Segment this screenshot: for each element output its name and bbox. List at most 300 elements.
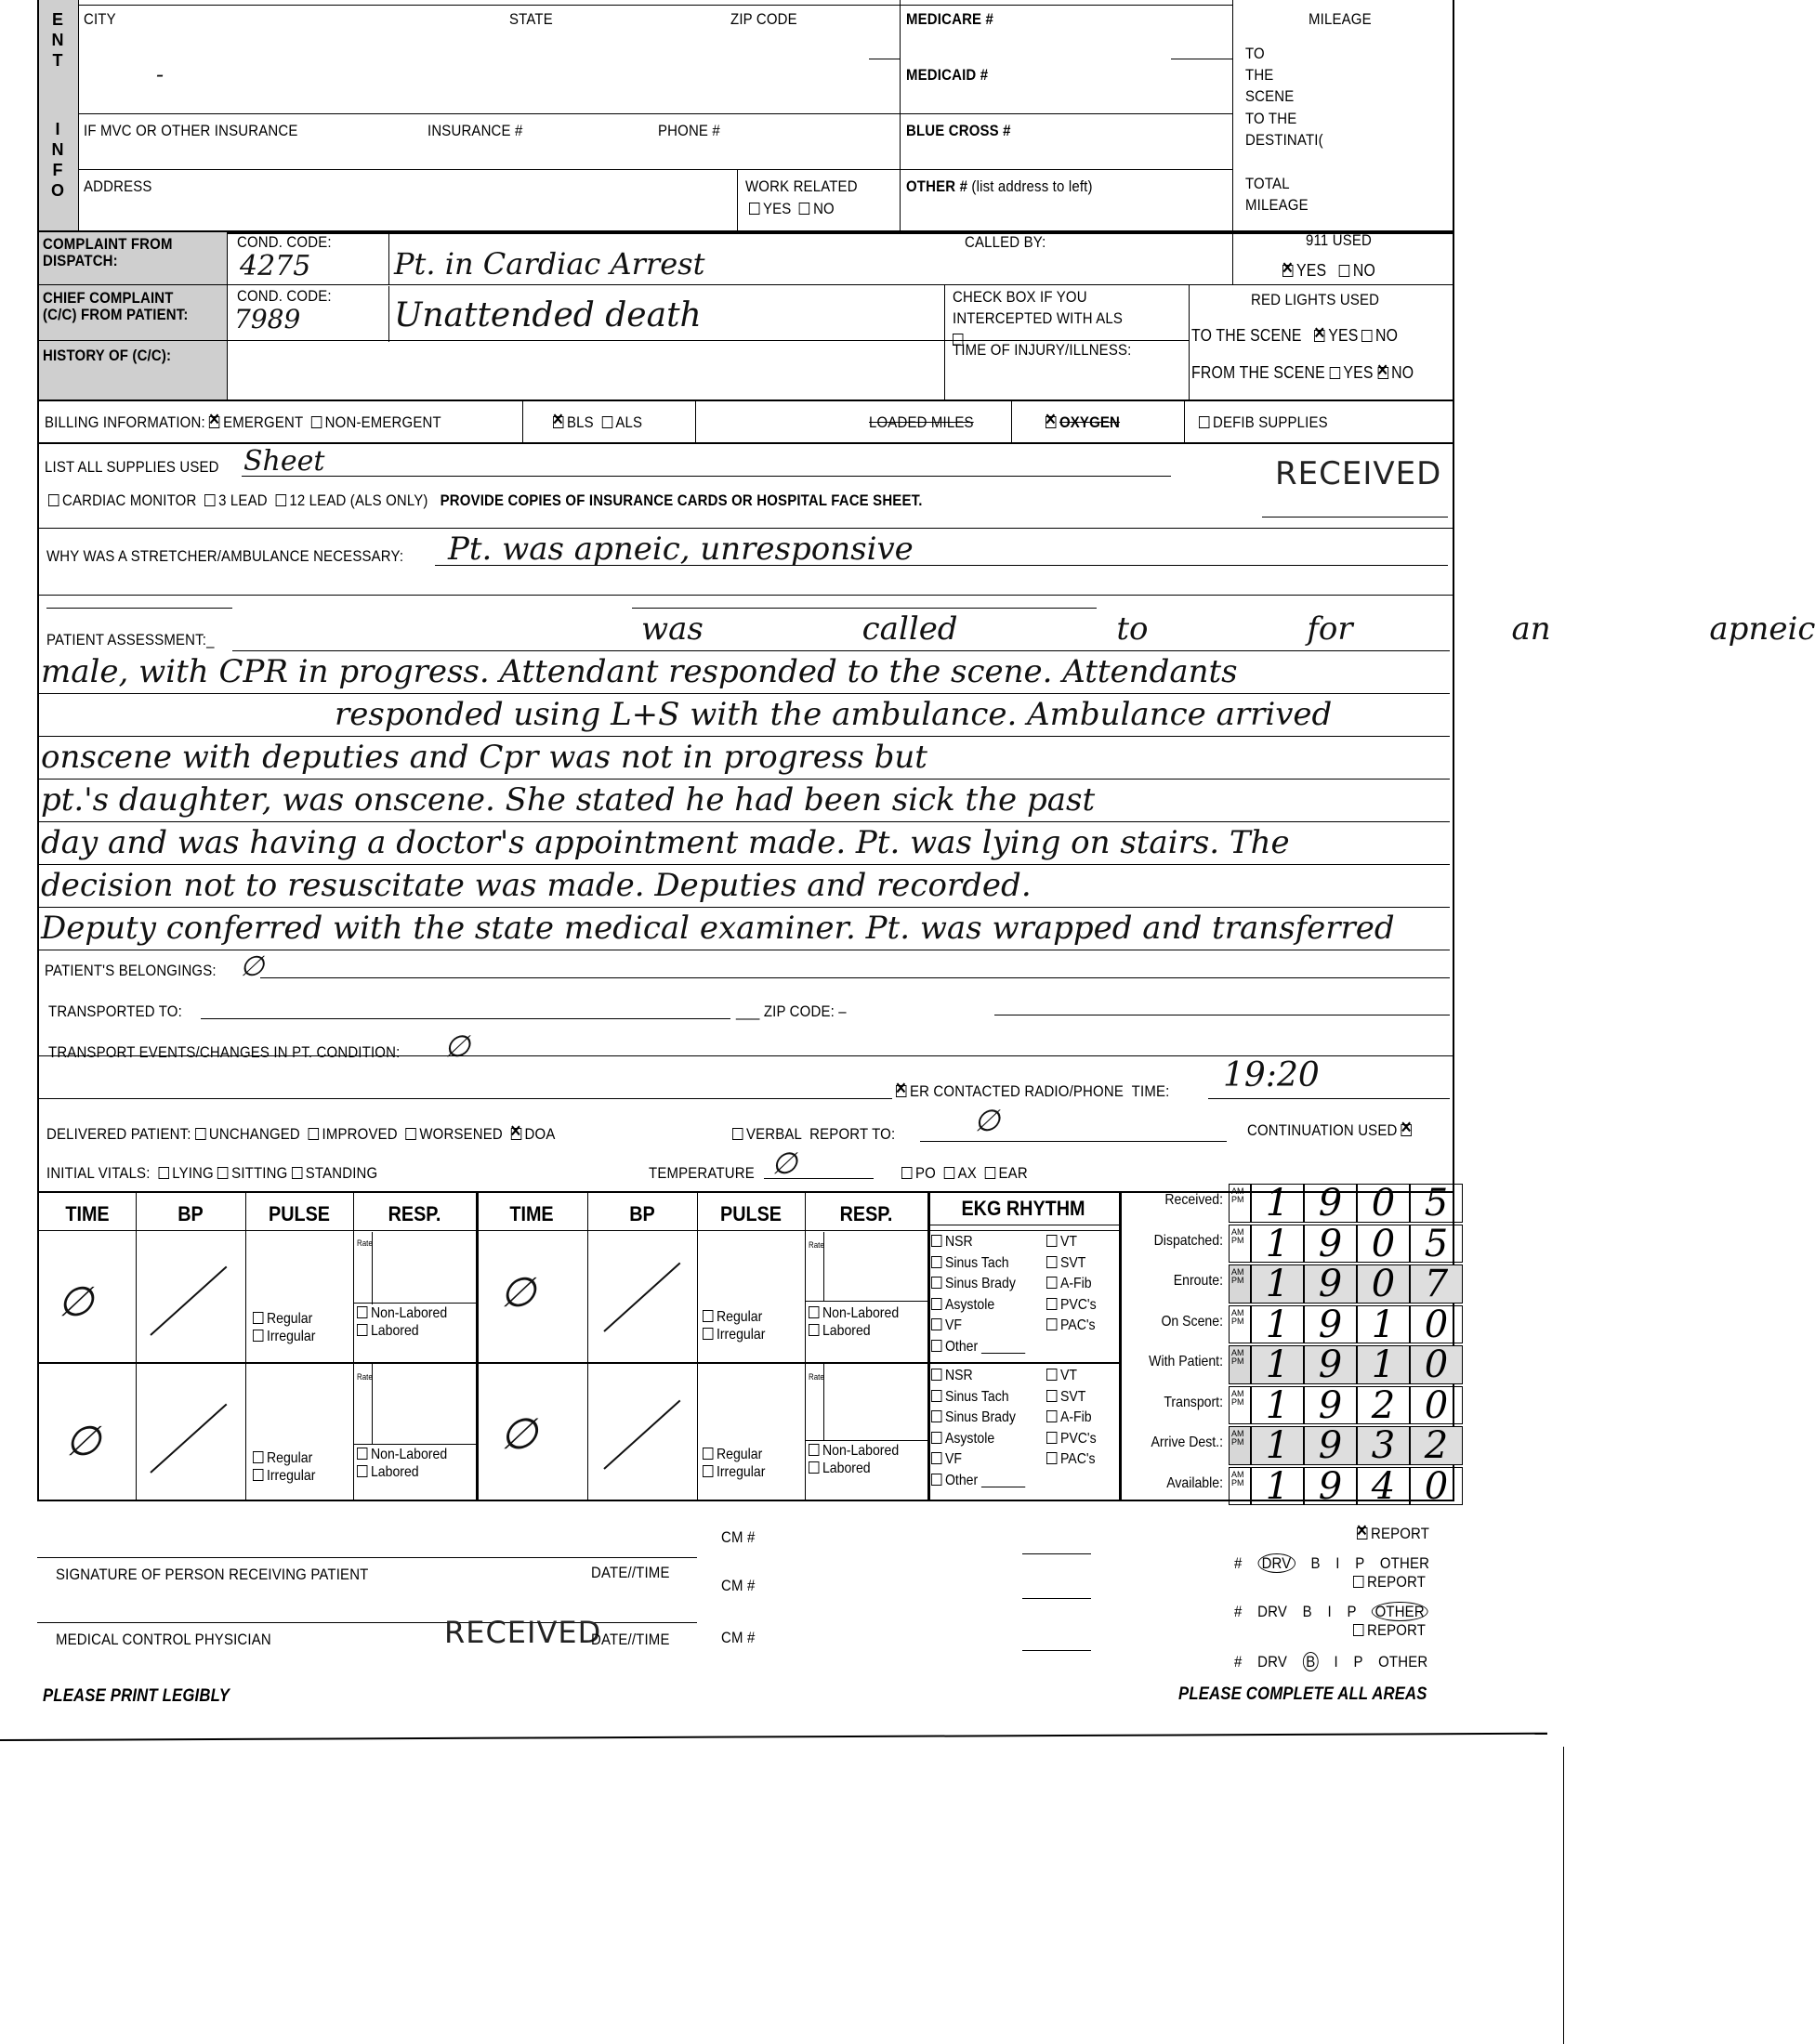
receiving-signature-label: SIGNATURE OF PERSON RECEIVING PATIENT <box>56 1566 369 1583</box>
pm-label: PM <box>1231 1437 1244 1447</box>
cm-label-2: CM # <box>721 1577 756 1594</box>
necessity-underline <box>435 565 1448 566</box>
address-label: ADDRESS <box>84 177 152 195</box>
physician-label: MEDICAL CONTROL PHYSICIAN <box>56 1631 271 1648</box>
crew-other[interactable]: OTHER <box>1372 1602 1427 1621</box>
other-label: OTHER # <box>906 177 968 195</box>
chief-complaint-label: CHIEF COMPLAINT (C/C) FROM PATIENT: <box>43 289 189 323</box>
er-contacted-checkbox[interactable] <box>896 1085 906 1097</box>
ekg-label: VT <box>1059 1234 1077 1250</box>
afib-checkbox[interactable] <box>1046 1277 1057 1289</box>
received-stamp-2: RECEIVED <box>444 1615 602 1650</box>
divider <box>805 1193 806 1500</box>
ekg-label: PVC's <box>1059 1296 1097 1313</box>
col-resp-2: RESP. <box>839 1202 893 1225</box>
call-time-digit[interactable]: 1 <box>1251 1225 1304 1264</box>
continuation-label <box>1247 1122 1415 1140</box>
assessment-line: onscene with deputies and Cpr was not in progress but <box>41 739 927 776</box>
call-time-label: Transport: <box>1164 1394 1223 1410</box>
time-injury-label: TIME OF INJURY/ILLNESS: <box>953 341 1132 359</box>
pm-label: PM <box>1231 1195 1244 1204</box>
nsr-checkbox[interactable] <box>931 1369 941 1381</box>
afib-checkbox[interactable] <box>1046 1410 1057 1422</box>
ekg-left-1: NSR Sinus Tach Sinus Brady Asystole VF Other ______ <box>931 1232 1025 1357</box>
divider <box>353 1444 476 1445</box>
call-time-digit[interactable]: 1 <box>1251 1264 1304 1304</box>
used-911-options <box>1282 262 1375 281</box>
irregular-checkbox[interactable] <box>253 1469 263 1481</box>
divider <box>805 1301 927 1302</box>
vf-checkbox[interactable] <box>931 1452 941 1464</box>
other-checkbox[interactable] <box>931 1340 941 1352</box>
rule <box>1022 1598 1091 1599</box>
call-time-digit[interactable]: 1 <box>1251 1467 1304 1506</box>
defib-label <box>1199 414 1328 432</box>
delivered-row <box>46 1126 555 1144</box>
necessity-label: WHY WAS A STRETCHER/AMBULANCE NECESSARY: <box>46 547 404 565</box>
pac-checkbox[interactable] <box>1046 1318 1057 1330</box>
vitals-time-1[interactable]: ∅ <box>58 1278 94 1326</box>
rule <box>37 1098 892 1099</box>
divider <box>697 1193 698 1500</box>
regular-label: Regular <box>266 1311 313 1327</box>
call-time-digit[interactable]: 0 <box>1410 1467 1463 1506</box>
defib-text: DEFIB SUPPLIES <box>1212 413 1328 431</box>
regular-label: Regular <box>266 1450 313 1466</box>
sinus-tach-checkbox[interactable] <box>931 1256 941 1268</box>
regular-label: Regular <box>716 1447 763 1462</box>
labored-checkbox[interactable] <box>809 1324 819 1336</box>
sitting-checkbox[interactable] <box>217 1167 228 1179</box>
report-checkbox[interactable] <box>1357 1527 1367 1540</box>
pm-label: PM <box>1231 1477 1244 1487</box>
divider <box>78 0 79 232</box>
am-pm-indicator[interactable] <box>1229 1386 1251 1425</box>
call-time-label: Enroute: <box>1173 1273 1223 1289</box>
rule <box>37 1557 697 1558</box>
ekg-label: Sinus Brady <box>944 1276 1016 1291</box>
call-time-digit[interactable]: 1 <box>1251 1184 1304 1223</box>
am-pm-indicator[interactable] <box>1229 1467 1251 1506</box>
unchanged-label: UNCHANGED <box>208 1125 300 1143</box>
city-value[interactable]: - <box>156 61 164 87</box>
mileage-label: MILEAGE <box>1309 10 1372 28</box>
sinus-tach-checkbox[interactable] <box>931 1390 941 1402</box>
ekg-label: A-Fib <box>1059 1276 1092 1291</box>
non-labored-label: Non-Labored <box>822 1305 900 1321</box>
delivered-label: DELIVERED PATIENT: <box>46 1125 191 1143</box>
12-lead-checkbox[interactable] <box>275 494 285 506</box>
yes-label: YES <box>762 200 792 217</box>
chief-code-value[interactable]: 7989 <box>234 304 301 334</box>
ekg-label: SVT <box>1059 1254 1086 1271</box>
cm-label-1: CM # <box>721 1528 756 1546</box>
lying-checkbox[interactable] <box>158 1167 168 1179</box>
col-pulse: PULSE <box>268 1202 331 1225</box>
non-labored-checkbox[interactable] <box>809 1306 819 1318</box>
ekg-label: Other <box>944 1472 979 1488</box>
labored-checkbox[interactable] <box>809 1461 819 1474</box>
vt-checkbox[interactable] <box>1046 1369 1057 1381</box>
crew-hash: # <box>1234 1653 1243 1671</box>
vt-checkbox[interactable] <box>1046 1235 1057 1247</box>
to-scene-no-checkbox[interactable] <box>1361 330 1372 342</box>
dispatch-complaint-value[interactable]: Pt. in Cardiac Arrest <box>394 246 705 282</box>
ekg-label: Sinus Tach <box>944 1388 1009 1405</box>
zip-label: ZIP CODE <box>730 10 797 28</box>
temperature-value[interactable]: ∅ <box>771 1146 797 1181</box>
rule <box>764 1178 874 1179</box>
crew-row-3 <box>1234 1654 1427 1671</box>
divider <box>522 401 523 442</box>
report-to-value[interactable]: ∅ <box>974 1103 1000 1138</box>
crew-hash: # <box>1234 1554 1243 1572</box>
temperature-label: TEMPERATURE <box>649 1164 755 1182</box>
vitals-time-4[interactable]: ∅ <box>500 1409 538 1459</box>
work-yes-checkbox[interactable] <box>749 203 759 215</box>
call-time-digit[interactable]: 0 <box>1357 1184 1410 1223</box>
divider <box>37 528 1454 529</box>
3-lead-label: 3 LEAD <box>218 491 268 509</box>
crew-p[interactable]: P <box>1355 1554 1365 1572</box>
divider <box>245 1193 246 1500</box>
cond-code-label: COND. CODE: <box>237 233 332 251</box>
side-letter: N <box>51 140 64 159</box>
am-label: AM <box>1231 1469 1244 1479</box>
yes-label: YES <box>1343 363 1374 382</box>
regular-checkbox[interactable] <box>253 1312 263 1324</box>
side-letter: T <box>52 51 63 70</box>
call-time-digit[interactable]: 3 <box>1357 1426 1410 1465</box>
irregular-checkbox[interactable] <box>253 1330 263 1342</box>
non-labored-checkbox[interactable] <box>357 1448 367 1460</box>
pac-checkbox[interactable] <box>1046 1452 1057 1464</box>
call-time-digit[interactable]: 1 <box>1357 1305 1410 1344</box>
divider <box>353 1193 354 1500</box>
doa-label: DOA <box>524 1125 556 1143</box>
po-label: PO <box>914 1164 936 1182</box>
call-time-digit[interactable]: 7 <box>1410 1264 1463 1304</box>
crew-p[interactable]: P <box>1347 1603 1357 1620</box>
call-time-label: Dispatched: <box>1153 1232 1223 1249</box>
report-label: REPORT <box>1366 1573 1427 1591</box>
crew-b[interactable]: B <box>1302 1603 1312 1620</box>
crew-other[interactable]: OTHER <box>1379 1554 1430 1572</box>
lying-label: LYING <box>172 1164 214 1182</box>
print-legibly-note: PLEASE PRINT LEGIBLY <box>43 1686 230 1706</box>
report-label: REPORT <box>1366 1621 1427 1639</box>
divider <box>1011 401 1012 442</box>
sinus-brady-checkbox[interactable] <box>931 1410 941 1422</box>
call-time-digit[interactable]: 5 <box>1410 1225 1463 1264</box>
necessity-value[interactable]: Pt. was apneic, unresponsive <box>448 531 914 568</box>
resp-quality-4 <box>809 1442 899 1477</box>
report-3 <box>1353 1622 1426 1640</box>
doa-checkbox[interactable] <box>511 1128 521 1140</box>
call-time-digit[interactable]: 9 <box>1304 1305 1357 1344</box>
crew-drv[interactable]: DRV <box>1257 1553 1295 1573</box>
call-time-digit[interactable]: 2 <box>1410 1426 1463 1465</box>
rule <box>37 693 1450 694</box>
assessment-line: responded using L+S with the ambulance. Ambulance arrived <box>335 696 1333 733</box>
continuation-checkbox[interactable] <box>1401 1124 1412 1136</box>
regular-checkbox[interactable] <box>703 1310 713 1322</box>
sitting-label: SITTING <box>231 1164 288 1182</box>
rule <box>37 864 1450 865</box>
received-stamp: RECEIVED <box>1275 455 1442 492</box>
crew-i[interactable]: I <box>1334 1653 1338 1671</box>
to-scene-yes-checkbox[interactable] <box>1314 330 1324 342</box>
cm-label-3: CM # <box>721 1629 756 1646</box>
work-no-checkbox[interactable] <box>799 203 809 215</box>
am-pm-indicator[interactable] <box>1229 1426 1251 1465</box>
pm-label: PM <box>1231 1356 1244 1366</box>
complaint-dispatch-label: COMPLAINT FROM DISPATCH: <box>43 235 173 269</box>
am-pm-indicator[interactable] <box>1229 1184 1251 1223</box>
call-time-digit[interactable]: 1 <box>1251 1345 1304 1384</box>
work-related-options <box>749 201 835 218</box>
sinus-brady-checkbox[interactable] <box>931 1277 941 1289</box>
red-lights-label: RED LIGHTS USED <box>1251 291 1380 308</box>
ekg-label: Sinus Tach <box>944 1254 1009 1271</box>
call-time-digit[interactable]: 0 <box>1357 1225 1410 1264</box>
cardiac-monitor-checkbox[interactable] <box>48 494 59 506</box>
divider <box>1232 232 1233 284</box>
svt-checkbox[interactable] <box>1046 1390 1057 1402</box>
crew-i[interactable]: I <box>1327 1603 1332 1620</box>
crew-i[interactable]: I <box>1335 1554 1340 1572</box>
irregular-checkbox[interactable] <box>703 1328 713 1340</box>
call-time-label: On Scene: <box>1161 1313 1223 1330</box>
call-time-label: With Patient: <box>1149 1354 1223 1369</box>
ekg-label: A-Fib <box>1059 1409 1092 1425</box>
belongings-value[interactable]: ∅ <box>240 950 265 983</box>
improved-label: IMPROVED <box>322 1125 398 1143</box>
am-pm-indicator[interactable] <box>1229 1305 1251 1344</box>
complete-all-areas-note: PLEASE COMPLETE ALL AREAS <box>1178 1684 1427 1704</box>
call-time-digit[interactable]: 9 <box>1304 1345 1357 1384</box>
to-destination-label: TO THE DESTINATI( <box>1245 110 1323 149</box>
call-time-digit[interactable]: 9 <box>1304 1264 1357 1304</box>
labored-checkbox[interactable] <box>357 1324 367 1336</box>
er-contacted-time[interactable]: 19:20 <box>1223 1056 1320 1094</box>
irregular-label: Irregular <box>716 1464 766 1481</box>
pm-label: PM <box>1231 1235 1244 1245</box>
ekg-label: VT <box>1059 1368 1077 1383</box>
call-time-digit[interactable]: 2 <box>1357 1386 1410 1425</box>
non-emergent-checkbox[interactable] <box>311 416 322 428</box>
call-time-digit[interactable]: 9 <box>1304 1426 1357 1465</box>
irregular-checkbox[interactable] <box>703 1465 713 1477</box>
rule <box>232 650 1450 651</box>
911-no-checkbox[interactable] <box>1339 265 1349 277</box>
call-time-digit[interactable]: 5 <box>1410 1184 1463 1223</box>
call-time-digit[interactable]: 9 <box>1304 1184 1357 1223</box>
rule <box>920 1141 1227 1142</box>
divider <box>39 284 1454 285</box>
ear-checkbox[interactable] <box>985 1167 995 1179</box>
bls-checkbox[interactable] <box>553 416 563 428</box>
vf-checkbox[interactable] <box>931 1318 941 1330</box>
red-lights-to-scene <box>1191 327 1398 346</box>
divider <box>227 232 228 400</box>
assessment-line: Deputy conferred with the state medical examiner. Pt. was wrapped and transferred <box>41 910 1395 947</box>
call-time-digit[interactable]: 1 <box>1251 1426 1304 1465</box>
work-related-label: WORK RELATED <box>745 177 858 195</box>
transported-to-label: TRANSPORTED TO: <box>48 1002 182 1020</box>
pulse-quality-1 <box>253 1310 315 1345</box>
ekg-label: VF <box>944 1451 962 1467</box>
phone-label: PHONE # <box>658 122 720 139</box>
improved-checkbox[interactable] <box>309 1128 319 1140</box>
nsr-checkbox[interactable] <box>931 1235 941 1247</box>
belongings-label: PATIENT'S BELONGINGS: <box>45 962 217 979</box>
emergent-checkbox[interactable] <box>209 416 219 428</box>
3-lead-checkbox[interactable] <box>204 494 215 506</box>
supplies-value[interactable]: Sheet <box>243 445 325 478</box>
divider <box>900 0 901 232</box>
pvc-checkbox[interactable] <box>1046 1432 1057 1444</box>
standing-checkbox[interactable] <box>292 1167 302 1179</box>
call-time-label: Available: <box>1166 1474 1223 1491</box>
col-pulse-2: PULSE <box>719 1202 783 1225</box>
vitals-time-3[interactable]: ∅ <box>65 1418 101 1465</box>
supplies-underline <box>242 476 1171 477</box>
state-label: STATE <box>509 10 553 28</box>
divider <box>388 232 389 284</box>
am-label: AM <box>1231 1388 1244 1398</box>
call-time-label: Received: <box>1164 1192 1223 1208</box>
initial-vitals-row <box>46 1165 377 1183</box>
call-time-digit[interactable]: 4 <box>1357 1467 1410 1506</box>
asystole-checkbox[interactable] <box>931 1298 941 1310</box>
call-time-digit[interactable]: 0 <box>1410 1305 1463 1344</box>
resp-quality-3 <box>357 1446 447 1481</box>
divider <box>39 1230 1119 1231</box>
call-time-digit[interactable]: 0 <box>1357 1264 1410 1304</box>
ax-checkbox[interactable] <box>944 1167 954 1179</box>
defib-checkbox[interactable] <box>1199 416 1209 428</box>
ekg-label: NSR <box>944 1368 973 1383</box>
oxygen-checkbox[interactable] <box>1046 416 1056 428</box>
dispatch-code-value[interactable]: 4275 <box>240 250 311 282</box>
irregular-label: Irregular <box>266 1329 316 1345</box>
svt-checkbox[interactable] <box>1046 1256 1057 1268</box>
po-checkbox[interactable] <box>901 1167 912 1179</box>
unchanged-checkbox[interactable] <box>195 1128 205 1140</box>
transport-events-value[interactable]: ∅ <box>444 1029 470 1064</box>
ax-label: AX <box>957 1164 977 1182</box>
call-time-digit[interactable]: 1 <box>1251 1386 1304 1425</box>
am-pm-indicator[interactable] <box>1229 1345 1251 1384</box>
12-lead-label: 12 LEAD (ALS ONLY) <box>289 491 428 509</box>
divider <box>78 113 900 114</box>
regular-checkbox[interactable] <box>253 1451 263 1463</box>
non-labored-checkbox[interactable] <box>809 1444 819 1456</box>
regular-checkbox[interactable] <box>703 1448 713 1460</box>
no-label: NO <box>1375 326 1399 345</box>
divider <box>37 595 1454 596</box>
supplies-label: LIST ALL SUPPLIES USED <box>45 458 219 476</box>
divider <box>1119 1193 1122 1500</box>
non-labored-checkbox[interactable] <box>357 1306 367 1318</box>
call-time-digit[interactable]: 9 <box>1304 1467 1357 1506</box>
call-time-digit[interactable]: 0 <box>1410 1386 1463 1425</box>
side-letter: E <box>51 10 63 29</box>
rule <box>37 907 1450 908</box>
rule <box>37 736 1450 737</box>
col-resp: RESP. <box>388 1202 441 1225</box>
other-checkbox[interactable] <box>931 1474 941 1486</box>
rate-label: Rate <box>357 1238 373 1248</box>
crew-b[interactable]: B <box>1303 1652 1319 1671</box>
bls-label: BLS <box>566 413 594 431</box>
asystole-checkbox[interactable] <box>931 1432 941 1444</box>
vitals-time-2[interactable]: ∅ <box>500 1269 536 1317</box>
911-yes-checkbox[interactable] <box>1282 265 1293 277</box>
pulse-quality-4 <box>703 1446 765 1481</box>
col-time-2: TIME <box>509 1202 554 1225</box>
call-time-digit[interactable]: 9 <box>1304 1386 1357 1425</box>
report-checkbox[interactable] <box>1353 1576 1363 1588</box>
pvc-checkbox[interactable] <box>1046 1298 1057 1310</box>
ekg-right-1 <box>1046 1232 1097 1337</box>
crew-other[interactable]: OTHER <box>1378 1653 1428 1671</box>
crew-p[interactable]: P <box>1353 1653 1363 1671</box>
am-pm-indicator[interactable] <box>1229 1264 1251 1304</box>
crew-drv[interactable]: DRV <box>1257 1603 1288 1620</box>
call-time-digit[interactable]: 9 <box>1304 1225 1357 1264</box>
ekg-label: Asystole <box>944 1296 995 1313</box>
other-hint: (list address to left) <box>971 177 1093 195</box>
labored-checkbox[interactable] <box>357 1465 367 1477</box>
irregular-label: Irregular <box>716 1327 766 1343</box>
chief-complaint-value[interactable]: Unattended death <box>394 296 702 334</box>
am-label: AM <box>1231 1267 1244 1277</box>
crew-b[interactable]: B <box>1310 1554 1321 1572</box>
patient-info-box <box>37 0 1454 234</box>
worsened-checkbox[interactable] <box>405 1128 415 1140</box>
insurance-number-label: INSURANCE # <box>427 122 523 139</box>
crew-drv[interactable]: DRV <box>1257 1653 1288 1671</box>
transport-events-label: TRANSPORT EVENTS/CHANGES IN PT. CONDITION: <box>48 1043 401 1061</box>
call-time-digit[interactable]: 0 <box>1410 1345 1463 1384</box>
report-checkbox[interactable] <box>1353 1624 1363 1636</box>
from-scene-no-checkbox[interactable] <box>1377 367 1388 379</box>
non-labored-label: Non-Labored <box>822 1443 900 1459</box>
divider <box>1232 0 1233 232</box>
divider <box>1184 401 1185 442</box>
divider <box>476 1193 479 1500</box>
regular-label: Regular <box>716 1309 763 1325</box>
yes-label: YES <box>1295 261 1327 280</box>
billing-row <box>45 414 441 432</box>
billing-label: BILLING INFORMATION: <box>45 413 205 431</box>
transport-zip-label: ___ ZIP CODE: – <box>736 1002 847 1020</box>
non-labored-label: Non-Labored <box>370 1305 448 1321</box>
yes-label: YES <box>1328 326 1359 345</box>
als-checkbox[interactable] <box>601 416 612 428</box>
verbal-checkbox[interactable] <box>732 1128 743 1140</box>
rule <box>201 1018 730 1019</box>
oxygen-text: OXYGEN <box>1059 413 1121 431</box>
from-scene-yes-checkbox[interactable] <box>1329 367 1339 379</box>
red-lights-from-scene <box>1191 364 1414 383</box>
call-time-digit[interactable]: 1 <box>1357 1345 1410 1384</box>
am-pm-indicator[interactable] <box>1229 1225 1251 1264</box>
labored-label: Labored <box>822 1323 871 1340</box>
call-time-digit[interactable]: 1 <box>1251 1305 1304 1344</box>
